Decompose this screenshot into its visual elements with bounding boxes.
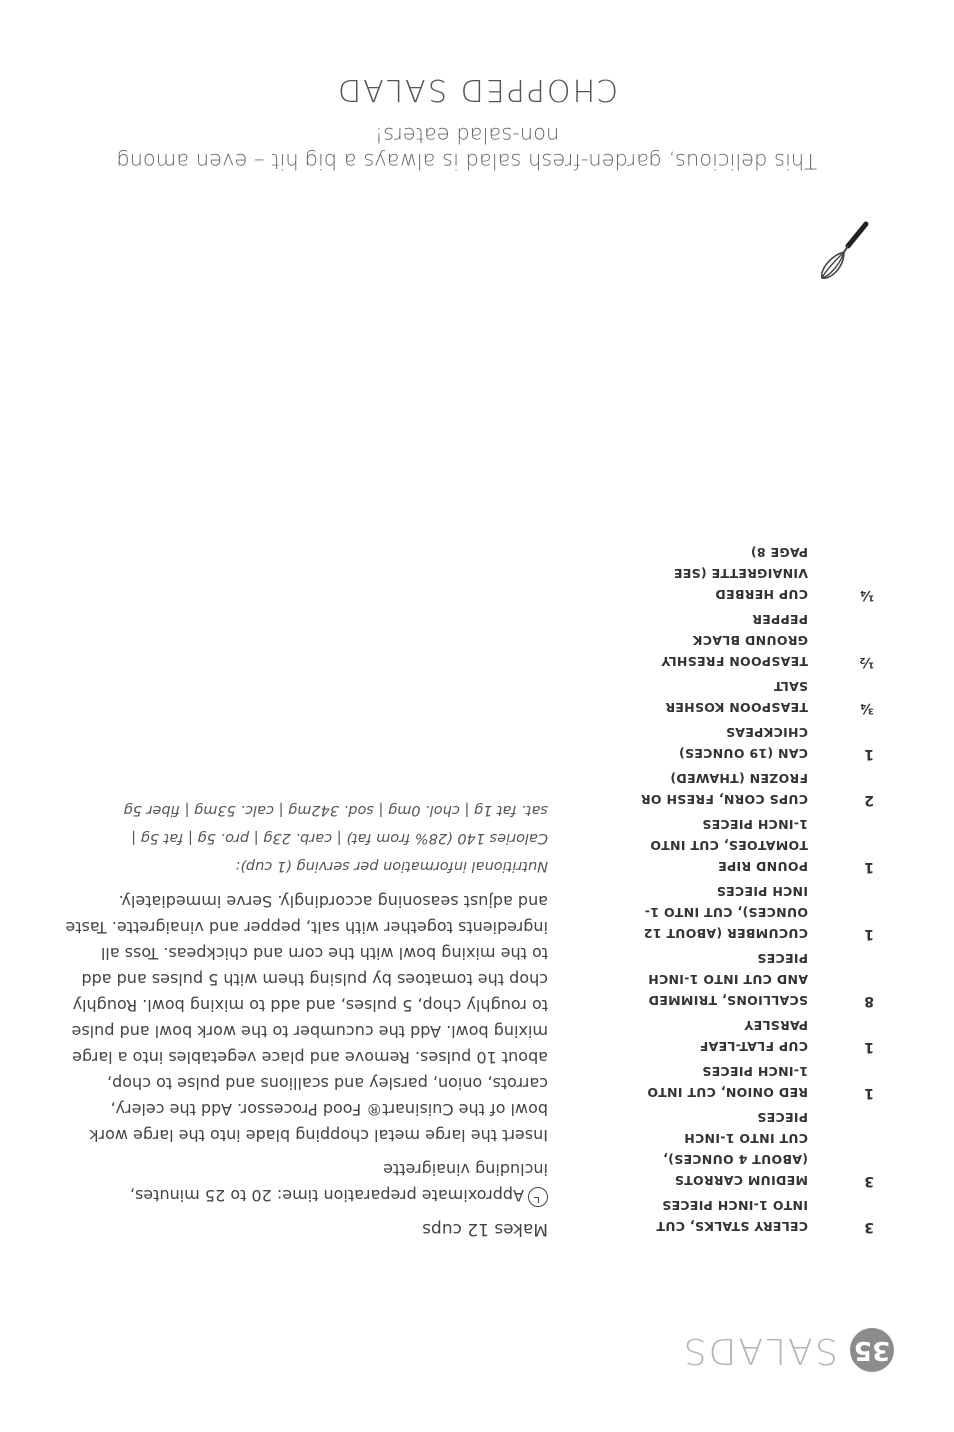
ingredient-qty: ½ [859,654,874,670]
ingredient-row [634,948,874,1011]
ingredient-qty: ¾ [859,700,874,716]
nutrition-line-2: sat. fat 1g | chol. 0mg | sod. 342mg | calc. 53mg | fiber 5g [123,802,548,818]
ingredient-text: CUPS CORN, FRESH OR FROZEN (THAWED) [640,771,808,807]
ingredient-qty: 1 [864,746,874,762]
whisk-icon [818,218,874,282]
ingredient-row [634,768,874,810]
ingredient-qty: ¼ [859,587,874,603]
ingredient-text: TEASPOON KOSHER SALT [665,679,808,715]
page-header [634,1322,894,1372]
ingredient-qty: 1 [864,1039,874,1055]
ingredient-qty: 3 [864,1173,874,1189]
ingredient-text: CUCUMBER (ABOUT 12 OUNCES), CUT INTO 1-INCH PIECES [643,884,808,941]
section-title: SALADS [681,1330,838,1371]
recipe-body [64,794,548,1242]
ingredient-qty: 3 [864,1219,874,1235]
prep-time [64,1156,548,1208]
ingredient-text: MEDIUM CARROTS (ABOUT 4 OUNCES), CUT INTO 1-INCH PIECES [662,1110,808,1188]
ingredient-row [634,814,874,877]
nutrition-header: Nutritional information per serving (1 cup): [235,858,548,874]
ingredient-text: RED ONION, CUT INTO 1-INCH PIECES [647,1064,808,1100]
prep-time-text: Approximate preparation time: 20 to 25 minutes, including vinaigrette [129,1160,548,1205]
ingredient-qty: 2 [864,792,874,808]
ingredient-text: TEASPOON FRESHLY GROUND BLACK PEPPER [660,612,808,669]
ingredient-qty: 1 [864,859,874,875]
ingredient-text: CELERY STALKS, CUT INTO 1-INCH PIECES [656,1198,808,1234]
ingredient-row [634,676,874,718]
recipe-subtitle: This delicious, garden-fresh salad is always a big hit – even among non-salad eaters! [117,123,817,173]
ingredient-qty: 1 [864,926,874,942]
ingredient-row [634,881,874,944]
ingredient-text: CAN (19 OUNCES) CHICKPEAS [678,725,808,761]
ingredient-row [634,722,874,764]
nutrition-line-1: Calories 140 (28% from fat) | carb. 23g | pro. 5g | fat 5g | [131,830,548,846]
ingredient-text: CUP FLAT-LEAF PARSLEY [699,1018,808,1054]
ingredient-row [634,609,874,672]
ingredient-text: SCALLIONS, TRIMMED AND CUT INTO 1-INCH PIECES [647,951,808,1008]
yield-text: Makes 12 cups [422,1219,548,1239]
clock-icon [528,1187,548,1207]
ingredients-list [634,538,874,1237]
ingredient-text: CUP HERBED VINAIGRETTE (SEE PAGE 8) [673,545,808,602]
ingredient-row [634,1061,874,1103]
ingredient-row [634,1107,874,1191]
ingredient-row [634,1015,874,1057]
ingredient-qty: 1 [864,1085,874,1101]
instructions-text: Insert the large metal chopping blade into the large work bowl of the Cuisinart® Food Processor. Add the celery, carrots, onion, parsley and scallions and pulse to chop, about 10 pulses. Remove and place vegetables into a large mixing bowl. Add the cucumber to the work bowl and pulse to roughly chop, 5 pulses, and add to mixing bowl. Roughly chop the tomatoes by pulsing them with 5 pulses and add to the mixing bowl with the corn and chickpeas. Toss all ingredients together with salt, pepper and vinaigrette. Taste and adjust seasoning accordingly. Serve immediately. [65,892,548,1145]
ingredient-text: POUND RIPE TOMATOES, CUT INTO 1-INCH PIECES [650,817,808,874]
ingredient-row [634,542,874,605]
recipe-title: CHOPPED SALAD [335,72,619,107]
ingredient-qty: 8 [864,993,874,1009]
page-number-badge: 35 [850,1328,894,1372]
ingredient-row [634,1195,874,1237]
